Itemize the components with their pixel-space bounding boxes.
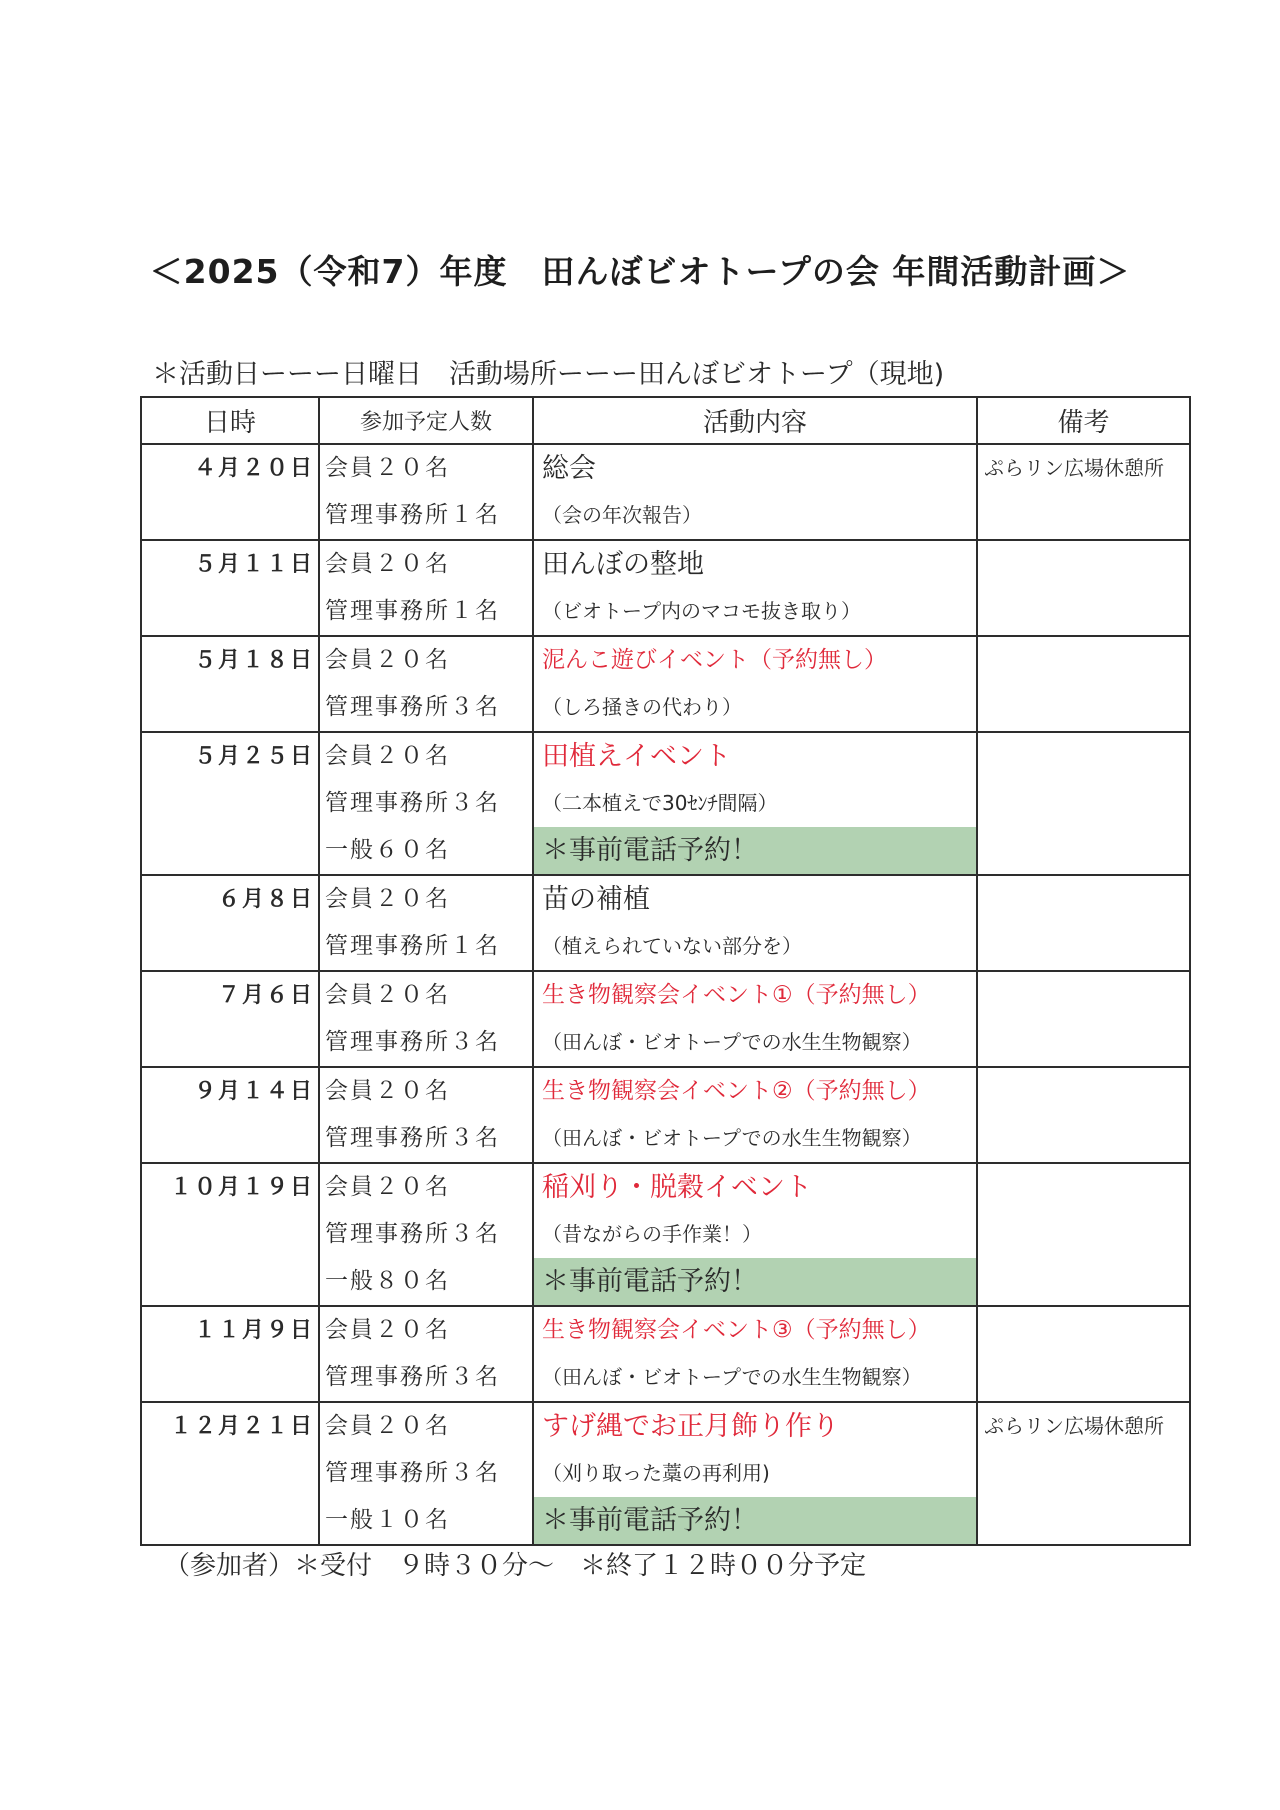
- people-count: 管理事務所３名: [325, 1460, 500, 1486]
- people-count: 会員２０名: [325, 1078, 450, 1104]
- reservation-note: ＊事前電話予約！: [534, 1258, 976, 1305]
- activity-detail: （ビオトープ内のマコモ抜き取り）: [542, 599, 861, 623]
- activity-info: ＊活動日ーーー日曜日 活動場所ーーー田んぼビオトープ（現地): [152, 359, 945, 390]
- notes-cell: [977, 1067, 1190, 1163]
- notes-text: [978, 1068, 1189, 1115]
- activity-detail: （会の年次報告）: [542, 503, 702, 527]
- activity-title: 泥んこ遊びイベント（予約無し）: [542, 647, 887, 673]
- activity-title: 総会: [542, 453, 596, 484]
- people-cell: [319, 636, 533, 732]
- people-count: 会員２０名: [325, 647, 450, 673]
- people-count: 会員２０名: [325, 1317, 450, 1343]
- header-date: 日時: [141, 397, 319, 444]
- page-title: ＜2025（令和7）年度 田んぼビオトープの会 年間活動計画＞: [149, 252, 1131, 291]
- notes-text: ぷらリン広場休憩所: [984, 1414, 1164, 1438]
- date-cell: [141, 636, 319, 732]
- activity-detail: （植えられていない部分を）: [542, 934, 802, 958]
- activity-cell: [533, 1402, 977, 1545]
- date-cell: [141, 1402, 319, 1545]
- date-text: ９月１４日: [193, 1079, 314, 1104]
- people-cell: [319, 444, 533, 540]
- people-cell: [319, 1163, 533, 1306]
- people-cell: [319, 971, 533, 1067]
- activity-detail: （しろ掻きの代わり）: [542, 695, 742, 719]
- activity-title: 田植えイベント: [542, 741, 731, 772]
- people-count: 会員２０名: [325, 1413, 450, 1439]
- notes-text: [978, 876, 1189, 923]
- activity-title: 田んぼの整地: [542, 549, 704, 580]
- activity-detail: （田んぼ・ビオトープでの水生生物観察）: [542, 1030, 922, 1054]
- people-count: 管理事務所３名: [325, 1125, 500, 1151]
- date-cell: [141, 1306, 319, 1402]
- table-row: [141, 875, 1190, 971]
- people-count: 管理事務所３名: [325, 1221, 500, 1247]
- people-count: 管理事務所１名: [325, 502, 500, 528]
- reservation-note: ＊事前電話予約！: [534, 827, 976, 874]
- activity-title: 稲刈り・脱穀イベント: [542, 1172, 812, 1203]
- people-count: 会員２０名: [325, 551, 450, 577]
- people-count: 会員２０名: [325, 455, 450, 481]
- notes-cell: [977, 1306, 1190, 1402]
- table-row: [141, 444, 1190, 540]
- activity-cell: [533, 875, 977, 971]
- notes-text: [978, 733, 1189, 780]
- people-count: 管理事務所１名: [325, 598, 500, 624]
- activity-cell: [533, 971, 977, 1067]
- activity-detail: （昔ながらの手作業！）: [542, 1222, 762, 1246]
- date-text: １０月１９日: [169, 1175, 314, 1200]
- notes-cell: [977, 540, 1190, 636]
- table-row: [141, 1163, 1190, 1306]
- people-cell: [319, 1067, 533, 1163]
- notes-text: [978, 541, 1189, 588]
- people-count: 会員２０名: [325, 982, 450, 1008]
- date-text: １２月２１日: [169, 1414, 314, 1439]
- people-cell: [319, 540, 533, 636]
- date-cell: [141, 1067, 319, 1163]
- participant-note: （参加者）＊受付 ９時３０分～ ＊終了１２時００分予定: [164, 1551, 867, 1581]
- people-cell: [319, 732, 533, 875]
- people-count: 一般８０名: [325, 1268, 450, 1294]
- people-count: 管理事務所１名: [325, 933, 500, 959]
- table-row: [141, 540, 1190, 636]
- date-cell: [141, 971, 319, 1067]
- notes-text: ぷらリン広場休憩所: [984, 456, 1164, 480]
- activity-schedule-table: [140, 396, 1191, 1546]
- people-count: 会員２０名: [325, 743, 450, 769]
- activity-detail: （刈り取った藁の再利用): [542, 1461, 770, 1485]
- date-text: ７月６日: [217, 983, 314, 1008]
- activity-title: 苗の補植: [542, 884, 650, 915]
- notes-cell: [977, 875, 1190, 971]
- date-cell: [141, 444, 319, 540]
- date-cell: [141, 1163, 319, 1306]
- people-count: 管理事務所３名: [325, 1364, 500, 1390]
- date-text: ５月２５日: [193, 744, 314, 769]
- notes-cell: [977, 971, 1190, 1067]
- activity-detail: （田んぼ・ビオトープでの水生生物観察）: [542, 1126, 922, 1150]
- table-row: [141, 732, 1190, 875]
- people-count: 管理事務所３名: [325, 694, 500, 720]
- reservation-note: ＊事前電話予約！: [534, 1497, 976, 1544]
- activity-cell: [533, 636, 977, 732]
- table-row: [141, 971, 1190, 1067]
- people-count: 一般６０名: [325, 837, 450, 863]
- table-row: [141, 1402, 1190, 1545]
- activity-cell: [533, 444, 977, 540]
- table-row: [141, 636, 1190, 732]
- activity-cell: [533, 540, 977, 636]
- notes-text: [978, 1164, 1189, 1211]
- notes-cell: [977, 444, 1190, 540]
- people-cell: [319, 1306, 533, 1402]
- date-text: １１月９日: [193, 1318, 314, 1343]
- schedule-body: [141, 444, 1190, 1545]
- date-text: ４月２０日: [193, 456, 314, 481]
- notes-cell: [977, 636, 1190, 732]
- notes-text: [978, 637, 1189, 684]
- date-cell: [141, 732, 319, 875]
- people-count: 一般１０名: [325, 1507, 450, 1533]
- people-count: 会員２０名: [325, 1174, 450, 1200]
- date-text: ６月８日: [217, 887, 314, 912]
- notes-text: [978, 1307, 1189, 1354]
- table-header-row: [141, 397, 1190, 444]
- date-text: ５月１１日: [193, 552, 314, 577]
- activity-cell: [533, 732, 977, 875]
- header-people: 参加予定人数: [319, 397, 533, 444]
- activity-cell: [533, 1306, 977, 1402]
- activity-title: 生き物観察会イベント②（予約無し）: [542, 1078, 931, 1104]
- activity-cell: [533, 1163, 977, 1306]
- people-count: 管理事務所３名: [325, 1029, 500, 1055]
- notes-text: [978, 972, 1189, 1019]
- header-notes: 備考: [977, 397, 1190, 444]
- people-count: 会員２０名: [325, 886, 450, 912]
- people-count: 管理事務所３名: [325, 790, 500, 816]
- table-row: [141, 1067, 1190, 1163]
- activity-cell: [533, 1067, 977, 1163]
- notes-cell: [977, 732, 1190, 875]
- activity-title: 生き物観察会イベント①（予約無し）: [542, 982, 931, 1008]
- date-text: ５月１８日: [193, 648, 314, 673]
- header-activity: 活動内容: [533, 397, 977, 444]
- notes-cell: [977, 1402, 1190, 1545]
- activity-detail: （二本植えで30ｾﾝﾁ間隔）: [542, 791, 778, 815]
- table-row: [141, 1306, 1190, 1402]
- people-cell: [319, 875, 533, 971]
- activity-title: すげ縄でお正月飾り作り: [542, 1411, 839, 1442]
- activity-title: 生き物観察会イベント③（予約無し）: [542, 1317, 931, 1343]
- activity-detail: （田んぼ・ビオトープでの水生生物観察）: [542, 1365, 922, 1389]
- people-cell: [319, 1402, 533, 1545]
- date-cell: [141, 540, 319, 636]
- notes-cell: [977, 1163, 1190, 1306]
- date-cell: [141, 875, 319, 971]
